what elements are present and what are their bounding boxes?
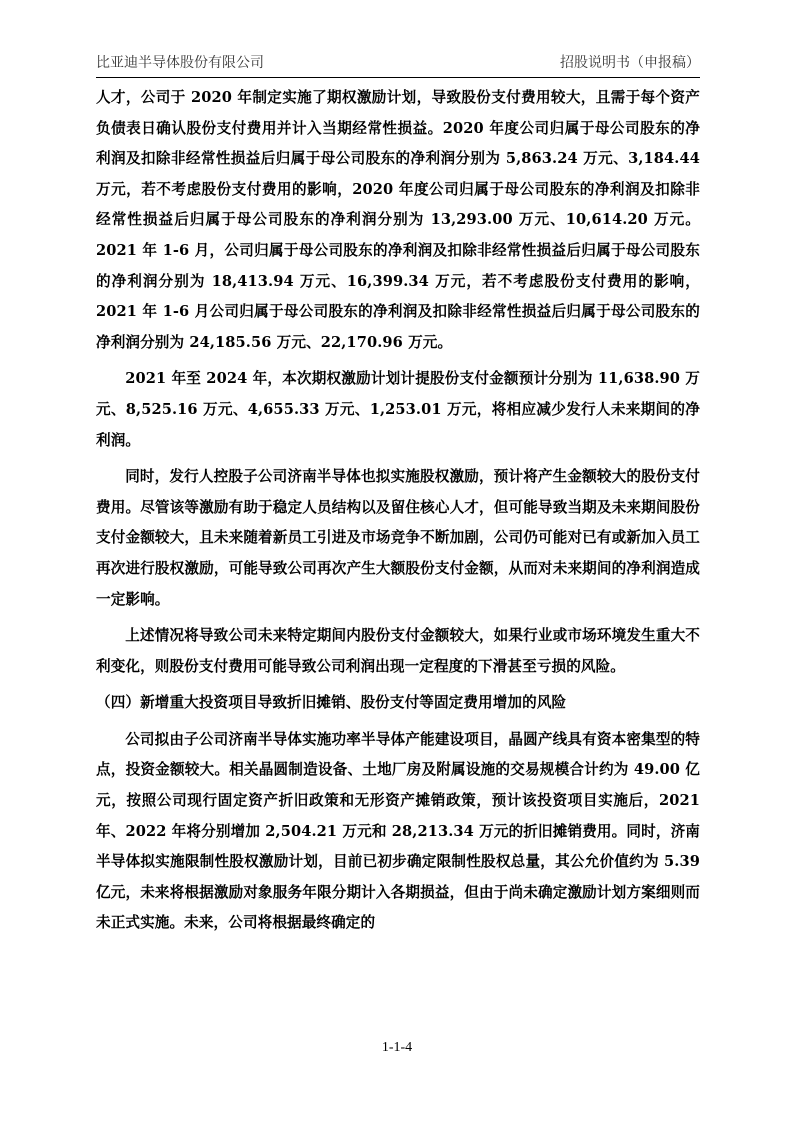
- page-number: 1-1-4: [381, 1040, 413, 1055]
- paragraph-risk-summary: 上述情况将导致公司未来特定期间内股份支付金额较大，如果行业或市场环境发生重大不利变化，则股份支付费用可能导致公司利润出现一定程度的下滑甚至亏损的风险。: [96, 627, 700, 675]
- header-document-title: 招股说明书（申报稿）: [560, 55, 700, 71]
- section-heading: （四）新增重大投资项目导致折旧摊销、股份支付等固定费用增加的风险: [96, 694, 567, 712]
- paragraph-share-payment-forecast: 2021 年至 2024 年，本次期权激励计划计提股份支付金额预计分别为 11,638.90 万元、8,525.16 万元、4,655.33 万元、1,253.01 万元，将相应减少发行人未来期间的净利润。: [96, 370, 700, 449]
- header-company-name: 比亚迪半导体股份有限公司: [96, 55, 264, 71]
- paragraph-investment-project: 公司拟由子公司济南半导体实施功率半导体产能建设项目，晶圆产线具有资本密集型的特点，投资金额较大。相关晶圆制造设备、土地厂房及附属设施的交易规模合计约为 49.00 亿元，按照公司现行固定资产折旧政策和无形资产摊销政策，预计该投资项目实施后，2021 年、2022 年将分别增加 2,504.21 万元和 28,213.34 万元的折旧摊销费用。同时，济南半导体拟实施限制性股权激励计划，目前已初步确定限制性股权总量，其公允价值约为 5.39 亿元，未来将根据激励对象服务年限分期计入各期损益，但由于尚未确定激励计划方案细则而未正式实施。未来，公司将根据最终确定的: [96, 730, 700, 932]
- paragraph-continuation: 人才，公司于 2020 年制定实施了期权激励计划，导致股份支付费用较大，且需于每个资产负债表日确认股份支付费用并计入当期经常性损益。2020 年度公司归属于母公司股东的净利润及扣除非经常性损益后归属于母公司股东的净利润分别为 5,863.24 万元、3,184.44 万元，若不考虑股份支付费用的影响，2020 年度公司归属于母公司股东的净利润及扣除非经常性损益后归属于母公司股东的净利润分别为 13,293.00 万元、10,614.20 万元。2021 年 1-6 月，公司归属于母公司股东的净利润及扣除非经常性损益后归属于母公司股东的净利润分别为 18,413.94 万元、16,399.34 万元，若不考虑股份支付费用的影响，2021 年 1-6 月公司归属于母公司股东的净利润及扣除非经常性损益后归属于母公司股东的净利润分别为 24,185.56 万元、22,170.96 万元。: [96, 89, 700, 351]
- paragraph-subsidiary-incentive: 同时，发行人控股子公司济南半导体也拟实施股权激励，预计将产生金额较大的股份支付费用。尽管该等激励有助于稳定人员结构以及留住核心人才，但可能导致当期及未来期间股份支付金额较大，且未来随着新员工引进及市场竞争不断加剧，公司仍可能对已有或新加入员工再次进行股权激励，可能导致公司再次产生大额股份支付金额，从而对未来期间的净利润造成一定影响。: [96, 468, 700, 608]
- header-divider: [96, 77, 700, 78]
- page-header: [96, 52, 700, 72]
- body-text: [96, 83, 700, 945]
